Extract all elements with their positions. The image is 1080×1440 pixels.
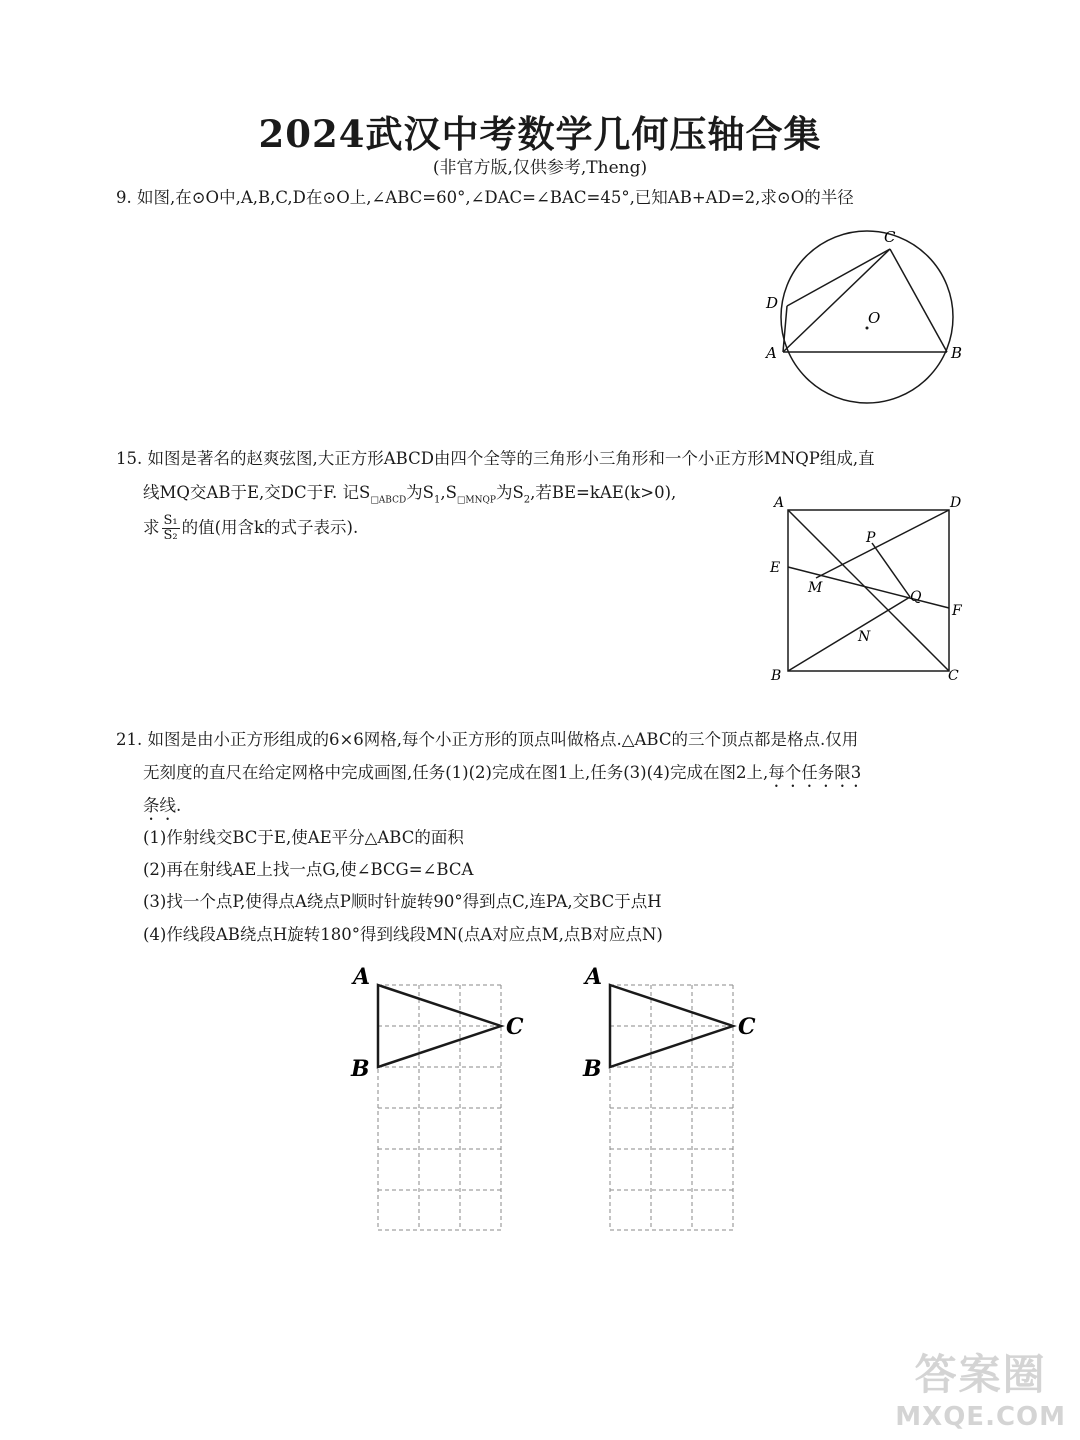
segment-bc — [890, 249, 947, 352]
label-a: A — [774, 495, 785, 511]
q15-text: 为S — [495, 483, 524, 502]
label-b: B — [951, 344, 963, 362]
label-b: B — [771, 668, 782, 684]
emphasized-text: 条线 — [143, 796, 176, 815]
q15-text: ,S — [440, 483, 457, 502]
q15-text: 的值(用含k的式子表示). — [181, 518, 359, 537]
label-d: D — [766, 294, 779, 312]
segment-pq — [872, 543, 910, 597]
q15-sub-mnqp: □MNQP — [456, 495, 496, 506]
label-c: C — [738, 1014, 756, 1040]
label-o: O — [868, 309, 881, 327]
question-21-line-3 — [143, 795, 181, 824]
label-a: A — [353, 964, 371, 990]
q15-sub-2: 2 — [523, 494, 531, 506]
label-q: Q — [910, 589, 922, 605]
triangle-abc — [378, 985, 501, 1067]
grid-lines — [378, 985, 501, 1230]
q15-text: 求 — [143, 518, 160, 537]
grid-figure-2 — [572, 960, 772, 1235]
label-b: B — [583, 1056, 602, 1082]
q15-sub-abcd: □ABCD — [370, 495, 407, 506]
question-9-figure — [750, 222, 980, 422]
q21-text: . — [176, 796, 182, 815]
grid-figure-1 — [340, 960, 540, 1235]
label-c: C — [948, 668, 959, 684]
triangle-abc — [610, 985, 733, 1067]
q15-text: 为S — [406, 483, 434, 502]
question-9-text: 9. 如图,在⊙O中,A,B,C,D在⊙O上,∠ABC=60°,∠DAC=∠BAC=45°,已知AB+AD=2,求⊙O的半径 — [116, 188, 854, 207]
task-3: (3)找一个点P,使得点A绕点P顺时针旋转90°得到点C,连PA,交BC于点H — [143, 892, 662, 911]
label-e: E — [770, 560, 781, 576]
q15-sub-1: 1 — [433, 494, 441, 506]
watermark-text: 答案圈 — [914, 1350, 1047, 1399]
question-15-line-1: 15. 如图是著名的赵爽弦图,大正方形ABCD由四个全等的三角形小三角形和一个小正方形MNQP组成,直 — [116, 449, 875, 468]
question-15-figure — [760, 488, 980, 688]
segment-dm — [816, 510, 949, 578]
task-1: (1)作射线交BC于E,使AE平分△ABC的面积 — [143, 828, 464, 847]
label-p: P — [866, 530, 876, 546]
label-a: A — [766, 344, 777, 362]
segment-dc — [787, 249, 890, 306]
label-a: A — [585, 964, 603, 990]
fraction-numerator: S₁ — [163, 513, 178, 528]
question-15-line-3 — [143, 514, 358, 543]
grid-lines — [610, 985, 733, 1230]
emphasized-text: 每个任务限3 — [768, 763, 862, 782]
fraction-s1-s2 — [162, 514, 180, 543]
question-21-line-2 — [143, 762, 861, 791]
question-21-line-1: 21. 如图是由小正方形组成的6×6网格,每个小正方形的顶点叫做格点.△ABC的三个顶点都是格点.仅用 — [116, 730, 859, 749]
watermark-url: MXQE.COM — [895, 1402, 1066, 1432]
page-title: 2024武汉中考数学几何压轴合集 — [258, 112, 822, 156]
task-2: (2)再在射线AE上找一点G,使∠BCG=∠BCA — [143, 860, 474, 879]
label-c: C — [506, 1014, 524, 1040]
label-n: N — [858, 629, 871, 645]
label-f: F — [952, 603, 962, 619]
label-c: C — [884, 228, 896, 246]
page-subtitle: (非官方版,仅供参考,Theng) — [432, 158, 648, 178]
task-4: (4)作线段AB绕点H旋转180°得到线段MN(点A对应点M,点B对应点N) — [143, 925, 663, 944]
q21-text: 无刻度的直尺在给定网格中完成画图,任务(1)(2)完成在图1上,任务(3)(4)完成在图2上, — [143, 763, 769, 782]
label-b: B — [351, 1056, 370, 1082]
watermark-logo — [895, 1342, 1066, 1432]
label-d: D — [950, 495, 962, 511]
label-m: M — [808, 580, 823, 596]
fraction-denominator: S₂ — [163, 528, 178, 543]
question-15-line-2 — [143, 482, 676, 511]
q15-text: 线MQ交AB于E,交DC于F. 记S — [143, 483, 371, 502]
segment-bq — [788, 597, 910, 671]
q15-text: ,若BE=kAE(k>0), — [530, 483, 677, 502]
